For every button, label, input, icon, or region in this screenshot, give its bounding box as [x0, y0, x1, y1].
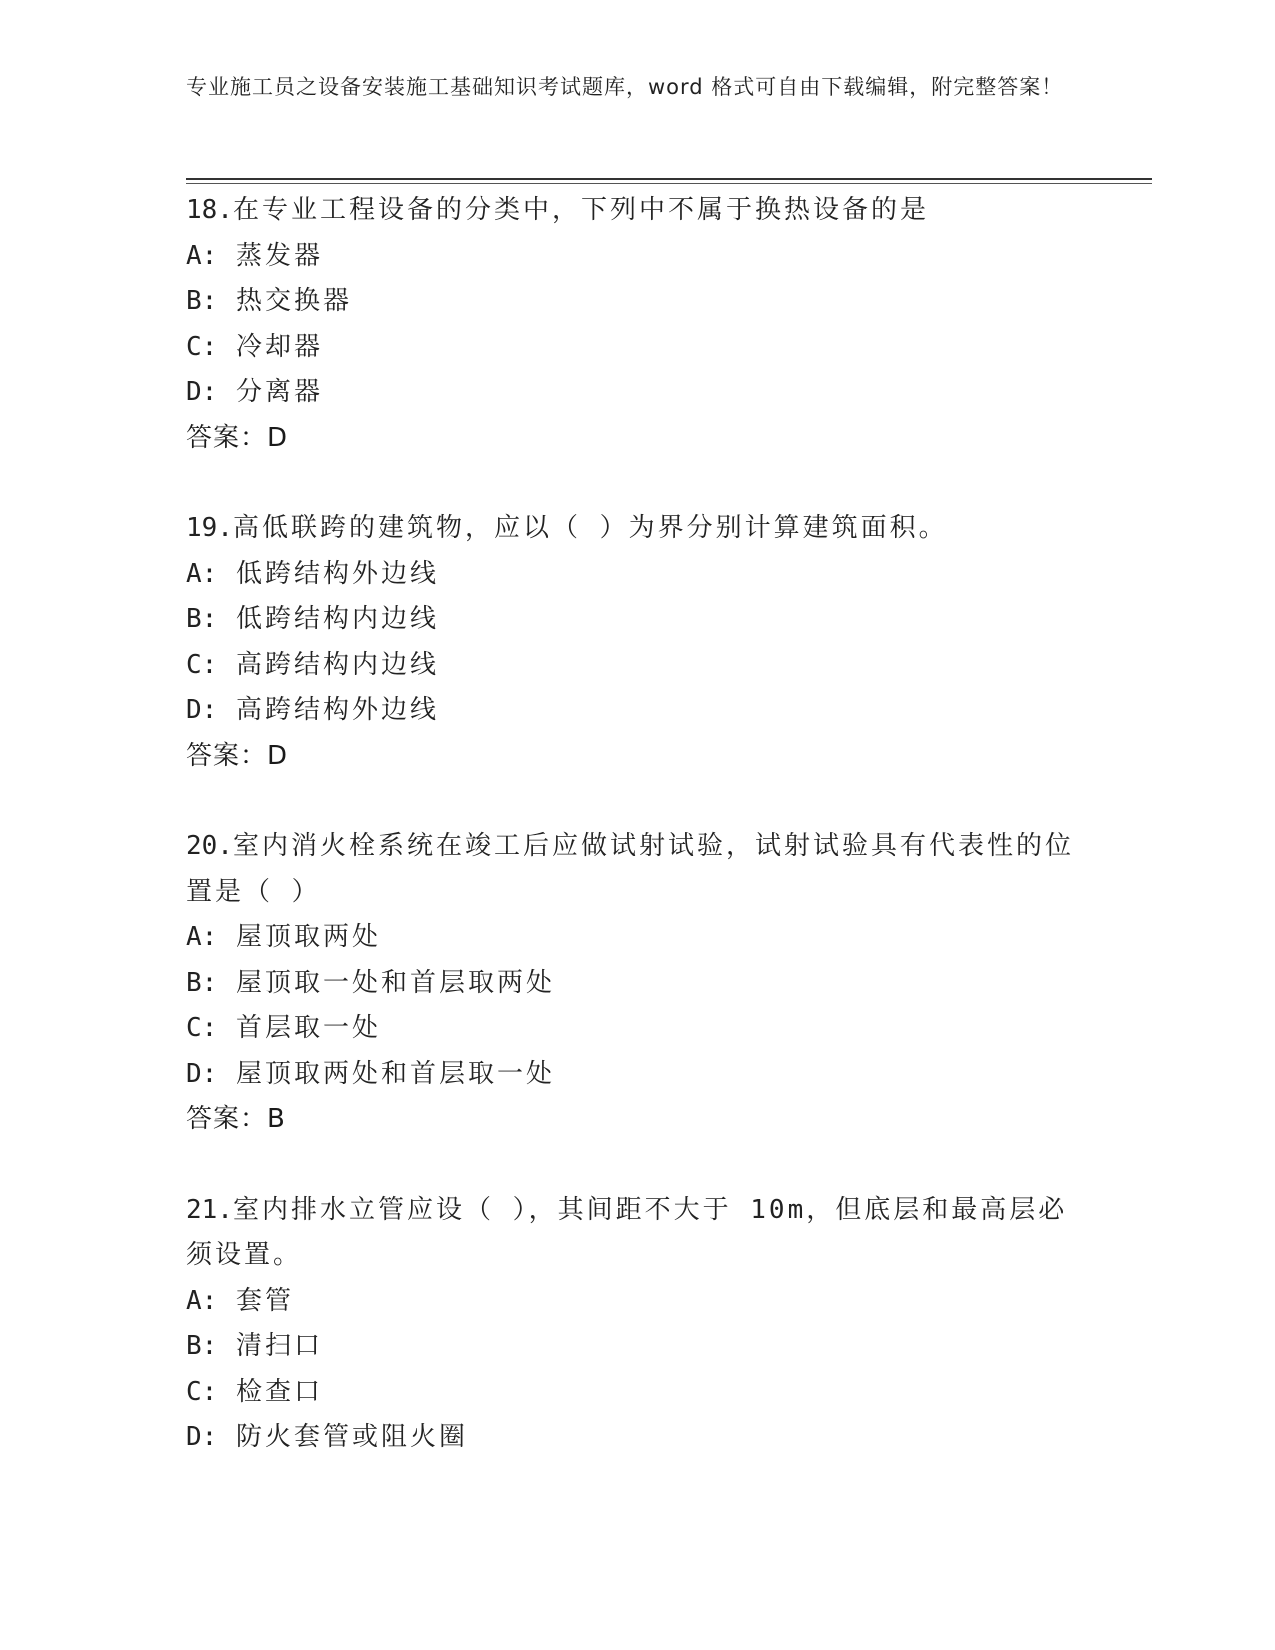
answer-line: 答案：D — [186, 740, 289, 771]
question-stem — [186, 824, 1086, 915]
option-letter: B: — [186, 604, 218, 634]
option-letter: C: — [186, 1376, 218, 1407]
option-a — [186, 552, 1086, 598]
question-text: 在专业工程设备的分类中，下列中不属于换热设备的是 — [232, 195, 929, 225]
option-letter: B: — [186, 286, 218, 316]
question-19 — [186, 506, 1086, 779]
question-text: 高低联跨的建筑物，应以（ ）为界分别计算建筑面积。 — [232, 513, 948, 543]
option-text: 分离器 — [235, 377, 323, 407]
option-c — [186, 1370, 1086, 1416]
option-b — [186, 961, 1086, 1007]
option-c — [186, 325, 1086, 371]
question-stem — [186, 188, 1086, 234]
question-list — [186, 188, 1086, 1506]
question-21 — [186, 1188, 1086, 1461]
option-letter: B: — [186, 1331, 218, 1361]
option-text: 屋顶取两处和首层取一处 — [235, 1058, 555, 1089]
option-letter: D: — [186, 1422, 218, 1452]
option-d — [186, 1415, 1086, 1461]
option-text: 低跨结构内边线 — [235, 604, 439, 634]
option-text: 套管 — [235, 1285, 294, 1316]
option-text: 冷却器 — [235, 331, 323, 362]
option-letter: C: — [186, 1013, 218, 1043]
option-text: 热交换器 — [235, 286, 352, 316]
question-text: 室内排水立管应设（ ），其间距不大于 10m，但底层和最高层必须设置。 — [186, 1194, 1068, 1270]
question-text: 室内消火栓系统在竣工后应做试射试验，试射试验具有代表性的位置是（ ） — [186, 831, 1074, 907]
option-letter: A: — [186, 1285, 218, 1316]
option-text: 清扫口 — [235, 1331, 323, 1361]
option-letter: D: — [186, 695, 218, 725]
option-letter: C: — [186, 331, 218, 362]
question-stem — [186, 1188, 1086, 1279]
option-d — [186, 370, 1086, 416]
option-text: 屋顶取一处和首层取两处 — [235, 967, 555, 998]
option-letter: A: — [186, 922, 218, 952]
option-text: 首层取一处 — [235, 1013, 381, 1043]
option-c — [186, 1006, 1086, 1052]
option-a — [186, 1279, 1086, 1325]
option-d — [186, 1052, 1086, 1098]
answer-line: 答案：B — [186, 1104, 286, 1134]
option-b — [186, 1324, 1086, 1370]
question-number: 19. — [186, 513, 233, 543]
option-text: 检查口 — [235, 1376, 323, 1407]
option-d — [186, 688, 1086, 734]
header-divider-thin — [186, 183, 1152, 184]
document-header-intro: 专业施工员之设备安装施工基础知识考试题库，word 格式可自由下载编辑，附完整答案！ — [186, 75, 1064, 99]
question-number: 20. — [186, 831, 233, 861]
option-a — [186, 915, 1086, 961]
option-letter: A: — [186, 240, 218, 271]
option-text: 蒸发器 — [235, 240, 323, 271]
option-text: 高跨结构外边线 — [235, 695, 439, 725]
question-number: 21. — [186, 1194, 233, 1225]
option-b — [186, 279, 1086, 325]
option-text: 低跨结构外边线 — [235, 558, 439, 589]
option-letter: D: — [186, 1058, 218, 1089]
option-letter: B: — [186, 967, 218, 998]
question-stem — [186, 506, 1086, 552]
question-18 — [186, 188, 1086, 461]
option-b — [186, 597, 1086, 643]
question-number: 18. — [186, 195, 233, 225]
option-c — [186, 643, 1086, 689]
option-letter: D: — [186, 377, 218, 407]
option-text: 屋顶取两处 — [235, 922, 381, 952]
question-20 — [186, 824, 1086, 1143]
option-text: 防火套管或阻火圈 — [235, 1422, 468, 1452]
option-a — [186, 234, 1086, 280]
header-divider-thick — [186, 178, 1152, 180]
option-text: 高跨结构内边线 — [235, 649, 439, 680]
option-letter: C: — [186, 649, 218, 680]
answer-line: 答案：D — [186, 422, 289, 453]
option-letter: A: — [186, 558, 218, 589]
